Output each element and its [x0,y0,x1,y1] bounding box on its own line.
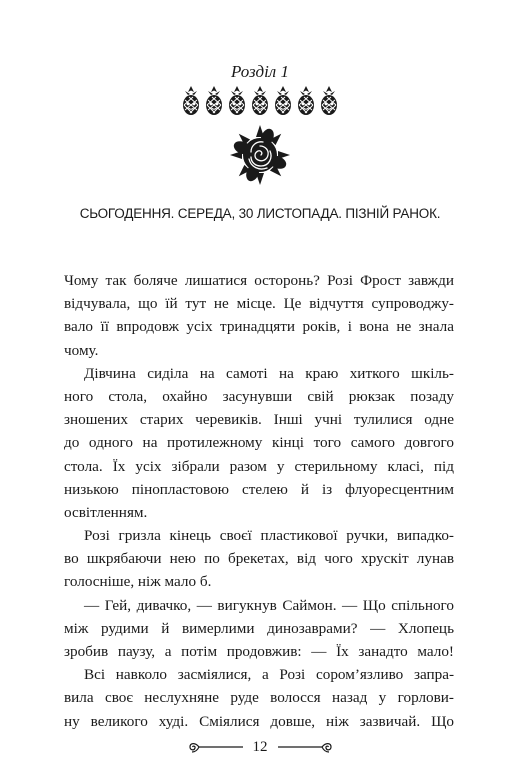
pineapple-icon [296,86,316,116]
text-line: во шкрябаючи нею по брекетах, від чого хрускіт лунав [64,550,454,568]
text-line: Дівчина сиділа на самоті на краю хиткого шкіль- [84,364,454,382]
text-line: чому. [64,341,99,359]
text-line: Всі навколо засміялися, а Розі сором’язливо запра- [84,666,454,684]
text-line: вила своє неслухняне руде волосся назад у горлови- [64,689,454,707]
right-flourish-icon [278,740,334,754]
text-line: зробив паузу, а потім продовжив: — Їх занадто мало! [64,643,454,660]
pineapple-ornament-row [0,86,520,116]
text-line: стола. Їх усіх зібрали разом у стерильному класі, під [64,457,454,475]
chapter-title: Розділ 1 [231,62,289,81]
text-line: освітленням. [64,503,148,521]
text-line: Розі гризла кінець своєї пластикової ручки, випадко- [84,527,454,545]
text-line: голосніше, ніж мало б. [64,573,212,591]
scene-time-heading: СЬОГОДЕННЯ. СЕРЕДА, 30 ЛИСТОПАДА. ПІЗНІЙ РАНОК. [79,206,441,221]
text-line: відчувала, що їй тут не місце. Це відчуття супроводжу- [64,295,454,313]
page-number: 12 [252,739,268,755]
pineapple-icon [273,86,293,116]
pineapple-icon [227,86,247,116]
page-footer [0,737,520,757]
left-flourish-icon [187,740,243,754]
text-line: між рудими й вимерлими динозаврами? — Хлопець [64,619,454,637]
text-line: низькою пінопластовою стелею й із флуоресцентним [64,480,454,498]
text-line: ну великого худі. Сміялися довше, ніж зазвичай. Що [64,712,454,730]
rose-ornament-icon [229,124,291,186]
body-text [64,269,454,733]
text-line: — Гей, дивачко, — вигукнув Саймон. — Що спільного [84,596,454,614]
pineapple-icon [319,86,339,116]
text-line: зношених старих черевиків. Інші учні тулилися одне [64,411,454,429]
pineapple-icon [181,86,201,116]
text-line: Чому так боляче лишатися осторонь? Розі Фрост завжди [64,272,454,289]
text-line: до одного на протилежному кінці того самого довгого [64,434,454,452]
pineapple-icon [250,86,270,116]
text-line: вало її впродовж усіх тринадцяти років, і вона не знала [64,318,454,336]
text-line: ного стола, охайно засунувши свій рюкзак позаду [64,387,454,405]
pineapple-icon [204,86,224,116]
